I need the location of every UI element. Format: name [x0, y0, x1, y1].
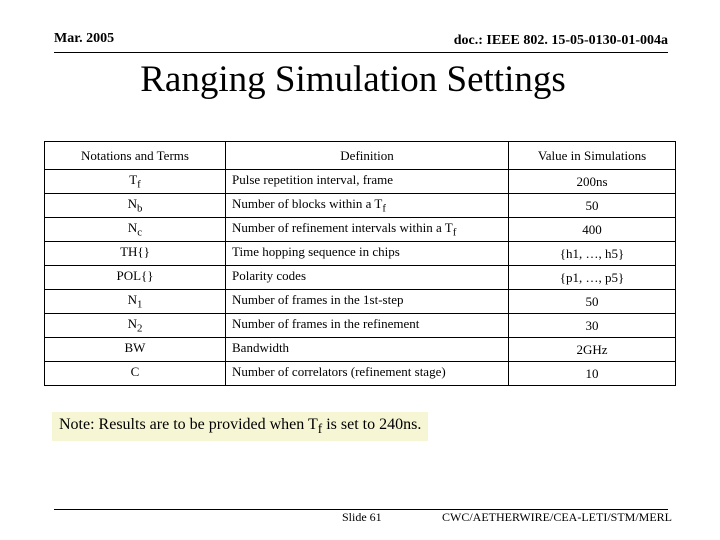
value-cell: 30 [509, 314, 676, 338]
value-cell: 400 [509, 218, 676, 242]
definition-cell: Number of correlators (refinement stage) [226, 362, 509, 386]
term-cell: $N_b$ [45, 194, 226, 218]
header-date: Mar. 2005 [54, 31, 115, 46]
term-cell: $T_f$ [45, 170, 226, 194]
table-row [45, 290, 676, 314]
term-cell: TH{} [45, 242, 226, 266]
table-header-row [45, 142, 676, 170]
term-cell: POL{} [45, 266, 226, 290]
value-cell: 50 [509, 290, 676, 314]
column-header-definition: Definition [226, 142, 509, 170]
value-cell: {h1, …, h5} [509, 242, 676, 266]
definition-cell: Number of frames in the refinement [226, 314, 509, 338]
table-row [45, 338, 676, 362]
value-cell: 50 [509, 194, 676, 218]
table-row [45, 218, 676, 242]
term-cell: $N_c$ [45, 218, 226, 242]
definition-cell: Number of blocks within a $T_f$ [226, 194, 509, 218]
definition-cell: Time hopping sequence in chips [226, 242, 509, 266]
term-cell: BW [45, 338, 226, 362]
definition-cell: Polarity codes [226, 266, 509, 290]
value-cell: {p1, …, p5} [509, 266, 676, 290]
definition-cell: Number of frames in the 1st-step [226, 290, 509, 314]
term-cell: C [45, 362, 226, 386]
settings-table [44, 141, 676, 386]
value-cell: 10 [509, 362, 676, 386]
table-row [45, 362, 676, 386]
table-row [45, 194, 676, 218]
slide-number: Slide 61 [342, 510, 382, 524]
table-row [45, 266, 676, 290]
term-cell: $N_2$ [45, 314, 226, 338]
header-doc-id: doc.: IEEE 802. 15-05-0130-01-004a [453, 33, 668, 48]
slide-title: Ranging Simulation Settings [140, 59, 566, 100]
term-cell: $N_1$ [45, 290, 226, 314]
definition-cell: Pulse repetition interval, frame [226, 170, 509, 194]
header-divider [54, 52, 668, 53]
table-row [45, 170, 676, 194]
footer-organizations: CWC/AETHERWIRE/CEA-LETI/STM/MERL [442, 510, 672, 524]
value-cell: 200ns [509, 170, 676, 194]
definition-cell: Number of refinement intervals within a $T_f$ [226, 218, 509, 242]
column-header-terms: Notations and Terms [45, 142, 226, 170]
table-row [45, 314, 676, 338]
value-cell: 2GHz [509, 338, 676, 362]
table-row [45, 242, 676, 266]
note-box: Note: Results are to be provided when $T_f$ is set to 240ns. [52, 412, 428, 441]
column-header-value: Value in Simulations [509, 142, 676, 170]
definition-cell: Bandwidth [226, 338, 509, 362]
